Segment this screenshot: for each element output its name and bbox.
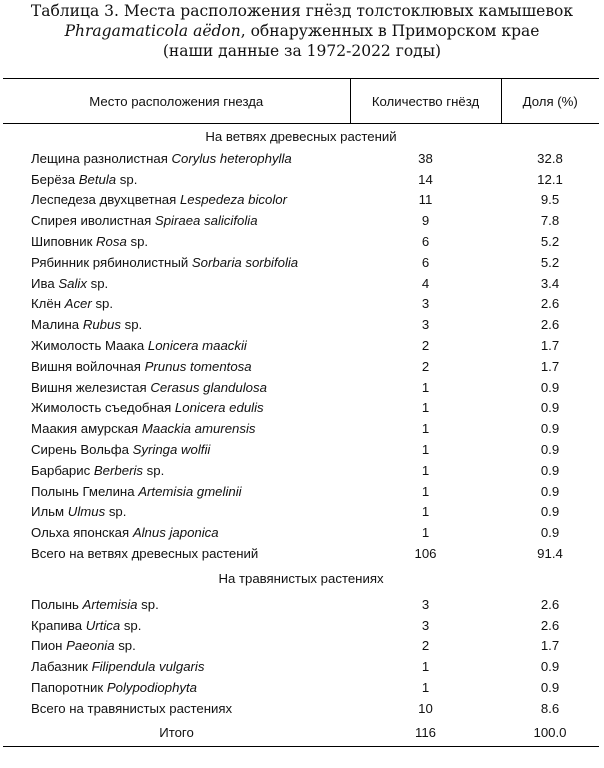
species-cell (3, 148, 350, 169)
latin-name: Salix (58, 275, 87, 291)
table-row (3, 594, 599, 615)
count-cell: 1 (421, 525, 430, 541)
latin-suffix: sp. (105, 504, 127, 520)
count-cell: 3 (421, 296, 430, 312)
share-cell: 5.2 (540, 234, 560, 250)
table-row (3, 314, 599, 335)
share-cell: 7.8 (540, 213, 560, 229)
species-cell (3, 615, 350, 636)
species-cell (3, 377, 350, 398)
count-cell: 3 (421, 617, 430, 633)
latin-name: Maackia amurensis (141, 421, 256, 437)
common-name: Лабазник (31, 659, 88, 675)
latin-name: Polypodiophyta (106, 680, 197, 696)
count-cell: 1 (421, 442, 430, 458)
share-cell: 0.9 (540, 525, 560, 541)
share-cell: 0.9 (540, 659, 560, 675)
species-cell (3, 481, 350, 502)
common-name: Маакия амурская (31, 421, 139, 437)
common-name: Полынь (31, 596, 79, 612)
common-name: Лещина разнолистная (31, 150, 168, 166)
count-cell: 2 (421, 638, 430, 654)
species-cell (3, 335, 350, 356)
caption-line-1: Таблица 3. Места расположения гнёзд толстоклювых камышевок (30, 2, 574, 20)
count-cell: 9 (421, 213, 430, 229)
table-row (3, 481, 599, 502)
common-name: Полынь Гмелина (31, 483, 135, 499)
latin-suffix: sp. (91, 296, 114, 312)
latin-name: Betula (78, 171, 117, 187)
share-cell: 32.8 (537, 150, 563, 166)
species-cell (3, 656, 350, 677)
count-cell: 11 (418, 192, 433, 208)
common-name: Клён (31, 296, 61, 312)
total-share: 100.0 (501, 719, 599, 747)
table-row (3, 677, 599, 698)
common-name: Спирея иволистная (31, 213, 152, 229)
common-name: Ива (31, 275, 55, 291)
table-row (3, 377, 599, 398)
total-share: 8.6 (540, 700, 560, 716)
share-cell: 0.9 (540, 400, 560, 416)
subtotal-row-woody (3, 543, 599, 564)
share-cell: 9.5 (540, 192, 560, 208)
latin-name: Prunus tomentosa (144, 358, 252, 374)
share-cell: 3.4 (540, 275, 560, 291)
count-cell: 3 (421, 317, 430, 333)
table-row (3, 169, 599, 190)
table-row (3, 398, 599, 419)
latin-suffix: sp. (120, 617, 142, 633)
common-name: Леспедеза двухцветная (31, 192, 177, 208)
species-cell (3, 231, 350, 252)
table-row (3, 502, 599, 523)
common-name: Крапива (31, 617, 83, 633)
species-cell (3, 522, 350, 543)
table-row (3, 210, 599, 231)
count-cell: 6 (421, 254, 430, 270)
species-cell (3, 460, 350, 481)
latin-name: Artemisia (82, 596, 138, 612)
section-heading-herb (3, 564, 599, 594)
count-cell: 2 (421, 338, 430, 354)
species-cell (3, 273, 350, 294)
share-cell: 0.9 (540, 462, 560, 478)
table-body (3, 124, 599, 747)
latin-name: Alnus japonica (132, 525, 219, 541)
common-name: Вишня войлочная (31, 358, 141, 374)
latin-name: Lonicera edulis (174, 400, 264, 416)
species-cell (3, 398, 350, 419)
latin-suffix: sp. (114, 638, 136, 654)
latin-name: Spiraea salicifolia (154, 213, 258, 229)
share-cell: 0.9 (540, 421, 560, 437)
species-cell (3, 636, 350, 657)
species-cell (3, 252, 350, 273)
count-cell: 14 (418, 171, 433, 187)
common-name: Малина (31, 317, 80, 333)
caption-line-2 (0, 21, 604, 41)
count-cell: 1 (421, 400, 430, 416)
count-cell: 1 (421, 680, 430, 696)
latin-name: Sorbaria sorbifolia (191, 254, 299, 270)
share-cell: 2.6 (540, 596, 560, 612)
common-name: Ильм (31, 504, 65, 520)
table-row (3, 522, 599, 543)
total-share: 91.4 (537, 546, 563, 562)
count-cell: 4 (421, 275, 430, 291)
table-row (3, 460, 599, 481)
count-cell: 3 (421, 596, 430, 612)
latin-name: Cerasus glandulosa (150, 379, 267, 395)
common-name: Рябинник рябинолистный (31, 254, 189, 270)
latin-name: Rubus (82, 317, 121, 333)
latin-name: Paeonia (66, 638, 115, 654)
share-cell: 1.7 (540, 638, 560, 654)
header-row (3, 79, 599, 124)
header-nest-site: Место расположения гнезда (3, 79, 350, 124)
table-row (3, 439, 599, 460)
table-row (3, 356, 599, 377)
table-row (3, 273, 599, 294)
latin-name: Artemisia gmelinii (138, 483, 242, 499)
latin-name: Rosa (96, 234, 127, 250)
species-cell (3, 169, 350, 190)
latin-suffix: sp. (116, 171, 138, 187)
count-cell: 38 (418, 150, 433, 166)
latin-name: Berberis (93, 462, 143, 478)
table-row (3, 252, 599, 273)
common-name: Папоротник (31, 680, 104, 696)
header-nest-count: Количество гнёзд (350, 79, 501, 124)
species-cell (3, 594, 350, 615)
latin-name: Urtica (85, 617, 121, 633)
section-heading-woody (3, 124, 599, 149)
latin-suffix: sp. (120, 317, 143, 333)
common-name: Жимолость съедобная (31, 400, 172, 416)
count-cell: 6 (421, 234, 430, 250)
table-row (3, 148, 599, 169)
species-cell (3, 418, 350, 439)
total-label: Всего на ветвях древесных растений (31, 546, 259, 562)
latin-name: Corylus heterophylla (171, 150, 292, 166)
share-cell: 2.6 (540, 317, 560, 333)
count-cell: 2 (421, 358, 430, 374)
table-row (3, 418, 599, 439)
common-name: Берёза (31, 171, 76, 187)
count-cell: 1 (421, 504, 430, 520)
species-cell (3, 314, 350, 335)
table-row (3, 636, 599, 657)
share-cell: 0.9 (540, 442, 560, 458)
latin-name: Syringa wolfii (132, 442, 211, 458)
share-cell: 0.9 (540, 483, 560, 499)
section-heading-woody-label: На ветвях древесных растений (205, 128, 397, 144)
grand-total-row (3, 719, 599, 747)
nest-sites-table (3, 78, 599, 747)
latin-name: Acer (64, 296, 92, 312)
total-label: Всего на травянистых растениях (31, 700, 233, 716)
latin-name: Lonicera maackii (147, 338, 247, 354)
count-cell: 1 (421, 421, 430, 437)
common-name: Жимолость Маака (31, 338, 145, 354)
species-cell (3, 356, 350, 377)
table-row (3, 615, 599, 636)
share-cell: 2.6 (540, 617, 560, 633)
count-cell: 1 (421, 462, 430, 478)
share-cell: 1.7 (540, 358, 560, 374)
table-row (3, 190, 599, 211)
species-cell (3, 677, 350, 698)
share-cell: 5.2 (540, 254, 560, 270)
total-count: 10 (418, 700, 433, 716)
species-cell (3, 502, 350, 523)
count-cell: 1 (421, 483, 430, 499)
table-caption (0, 0, 604, 61)
table-row (3, 656, 599, 677)
latin-suffix: sp. (86, 275, 109, 291)
total-count: 106 (414, 546, 437, 562)
common-name: Вишня железистая (31, 379, 147, 395)
share-cell: 0.9 (540, 680, 560, 696)
latin-name: Ulmus (67, 504, 106, 520)
latin-suffix: sp. (126, 234, 149, 250)
table-row (3, 231, 599, 252)
subtotal-row-herb (3, 698, 599, 719)
share-cell: 0.9 (540, 504, 560, 520)
common-name: Пион (31, 638, 63, 654)
latin-name: Filipendula vulgaris (91, 659, 205, 675)
header-share: Доля (%) (501, 79, 599, 124)
caption-line-3: (наши данные за 1972-2022 годы) (162, 42, 442, 60)
share-cell: 1.7 (540, 338, 560, 354)
table-row (3, 335, 599, 356)
count-cell: 1 (421, 659, 430, 675)
common-name: Сирень Вольфа (31, 442, 129, 458)
common-name: Барбарис (31, 462, 91, 478)
caption-species: Phragamaticola aëdon (64, 22, 241, 40)
species-cell (3, 294, 350, 315)
species-cell (3, 210, 350, 231)
section-heading-herb-label: На травянистых растениях (218, 571, 384, 587)
species-cell (3, 190, 350, 211)
share-cell: 2.6 (540, 296, 560, 312)
total-count: 116 (350, 719, 501, 747)
latin-suffix: sp. (142, 462, 165, 478)
table-row (3, 294, 599, 315)
total-label: Итого (3, 719, 350, 747)
latin-name: Lespedeza bicolor (179, 192, 287, 208)
caption-line-2-rest: , обнаруженных в Приморском крае (240, 22, 540, 40)
common-name: Шиповник (31, 234, 93, 250)
latin-suffix: sp. (137, 596, 159, 612)
species-cell (3, 439, 350, 460)
count-cell: 1 (421, 379, 430, 395)
share-cell: 12.1 (537, 171, 563, 187)
common-name: Ольха японская (31, 525, 130, 541)
share-cell: 0.9 (540, 379, 560, 395)
